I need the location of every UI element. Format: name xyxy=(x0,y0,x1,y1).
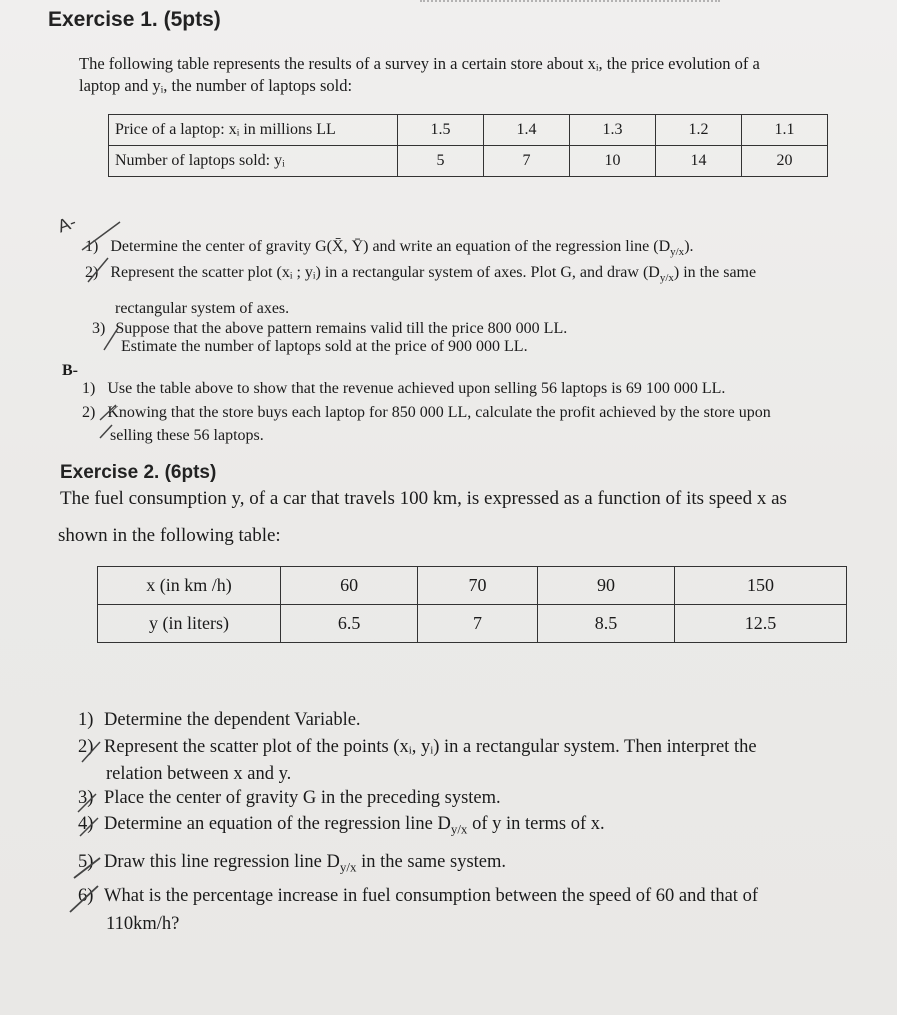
table-row-price xyxy=(109,115,828,146)
exercise-2-table xyxy=(97,566,847,643)
question-text: Represent the scatter plot (xᵢ ; yᵢ) in a rectangular system of axes. Plot G, and draw (D xyxy=(110,264,660,281)
question-number: 2) xyxy=(85,264,99,281)
exercise-1-table xyxy=(108,114,828,177)
top-scribble xyxy=(420,0,720,10)
sold-row-label: Number of laptops sold: yᵢ xyxy=(109,146,398,177)
question-number: 5) xyxy=(78,852,94,872)
exercise-2-intro-line-1: The fuel consumption y, of a car that travels 100 km, is expressed as a function of its speed x as xyxy=(60,488,787,509)
exercise-1-intro-line-1: The following table represents the results of a survey in a certain store about xᵢ, the price evolution of a xyxy=(79,54,760,73)
question-number: 3) xyxy=(78,788,94,808)
speed-row-label: x (in km /h) xyxy=(98,567,281,605)
question-text: Determine an equation of the regression line D xyxy=(104,814,451,834)
question-text: Use the table above to show that the revenue achieved upon selling 56 laptops is 69 100 000 LL. xyxy=(107,380,726,397)
price-cell: 1.2 xyxy=(656,115,742,146)
sold-cell: 10 xyxy=(570,146,656,177)
speed-cell: 60 xyxy=(281,567,418,605)
sold-cell: 14 xyxy=(656,146,742,177)
sold-cell: 5 xyxy=(398,146,484,177)
question-tail: in the same system. xyxy=(356,852,507,872)
question-number: 4) xyxy=(78,814,94,834)
consumption-cell: 8.5 xyxy=(537,605,674,643)
question-number: 6) xyxy=(78,886,94,906)
exercise-1-title: Exercise 1. (5pts) xyxy=(48,8,221,31)
subscript: y/x xyxy=(670,246,685,259)
consumption-cell: 6.5 xyxy=(281,605,418,643)
speed-cell: 150 xyxy=(675,567,847,605)
question-tail: of y in terms of x. xyxy=(467,814,605,834)
ex2-q3 xyxy=(78,786,501,810)
ex1-a-q2-cont: rectangular system of axes. xyxy=(115,300,290,317)
price-cell: 1.5 xyxy=(398,115,484,146)
ex1-b-q2 xyxy=(82,402,771,423)
price-cell: 1.3 xyxy=(570,115,656,146)
ex2-q2 xyxy=(78,735,757,759)
question-tail: ). xyxy=(684,238,694,255)
subscript: y/x xyxy=(659,272,674,285)
part-a-label: A- xyxy=(54,211,79,237)
ex1-a-q2 xyxy=(85,262,756,289)
exercise-2-title: Exercise 2. (6pts) xyxy=(60,462,217,483)
ex2-q2-cont: relation between x and y. xyxy=(106,764,292,784)
ex2-q6-cont: 110km/h? xyxy=(106,914,180,934)
ex1-b-q2-cont: selling these 56 laptops. xyxy=(110,427,264,444)
question-text: Determine the center of gravity G(X̄, Ȳ) and write an equation of the regression line (D xyxy=(110,238,671,255)
question-text: Knowing that the store buys each laptop for 850 000 LL, calculate the profit achieved by the store upon xyxy=(107,404,771,421)
question-number: 2) xyxy=(82,404,96,421)
consumption-cell: 12.5 xyxy=(675,605,847,643)
ex2-q6 xyxy=(78,884,758,908)
consumption-row-label: y (in liters) xyxy=(98,605,281,643)
price-cell: 1.4 xyxy=(484,115,570,146)
question-number: 3) xyxy=(92,320,106,337)
question-number: 2) xyxy=(78,737,94,757)
ex1-a-q1 xyxy=(85,236,694,263)
exercise-2-intro-line-2: shown in the following table: xyxy=(58,525,281,546)
question-text: Place the center of gravity G in the preceding system. xyxy=(104,788,501,808)
table-row-sold xyxy=(109,146,828,177)
table-row-speed xyxy=(98,567,847,605)
question-number: 1) xyxy=(85,238,99,255)
ex2-q5 xyxy=(78,850,506,880)
question-number: 1) xyxy=(78,710,94,730)
question-number: 1) xyxy=(82,380,96,397)
ex2-q1 xyxy=(78,708,361,732)
sold-cell: 7 xyxy=(484,146,570,177)
ex2-q4 xyxy=(78,812,605,842)
subscript: y/x xyxy=(339,859,357,875)
question-text: Suppose that the above pattern remains valid till the price 800 000 LL. xyxy=(115,320,568,337)
price-cell: 1.1 xyxy=(742,115,828,146)
question-tail: ) in the same xyxy=(673,264,757,281)
speed-cell: 90 xyxy=(537,567,674,605)
speed-cell: 70 xyxy=(418,567,538,605)
part-b-label: B- xyxy=(62,362,78,379)
sold-cell: 20 xyxy=(742,146,828,177)
question-text: Determine the dependent Variable. xyxy=(104,710,361,730)
question-text: Draw this line regression line D xyxy=(104,852,340,872)
subscript: y/x xyxy=(450,821,468,837)
question-text: Represent the scatter plot of the points (xᵢ, yᵢ) in a rectangular system. Then interpret the xyxy=(104,737,757,757)
table-row-consumption xyxy=(98,605,847,643)
price-row-label: Price of a laptop: xᵢ in millions LL xyxy=(109,115,398,146)
exercise-1-intro-line-2: laptop and yᵢ, the number of laptops sold: xyxy=(79,76,353,95)
ex1-a-q3-cont: Estimate the number of laptops sold at the price of 900 000 LL. xyxy=(121,338,528,355)
consumption-cell: 7 xyxy=(418,605,538,643)
question-text: What is the percentage increase in fuel consumption between the speed of 60 and that of xyxy=(104,886,758,906)
ex1-b-q1 xyxy=(82,378,725,399)
